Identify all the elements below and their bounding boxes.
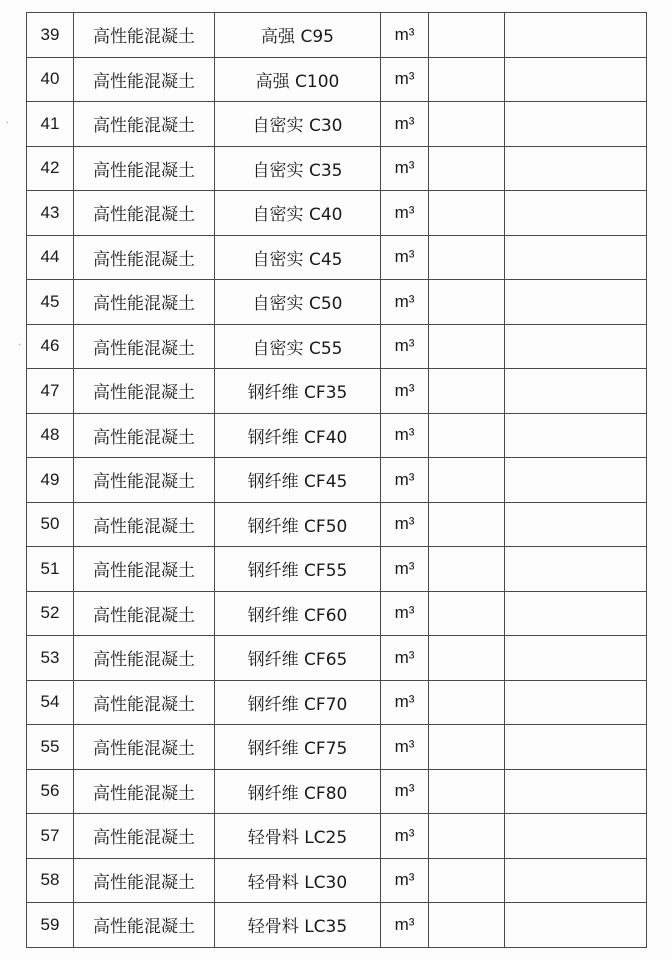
specification-cell: 钢纤维 CF75 xyxy=(215,725,381,770)
row-number-cell: 42 xyxy=(27,146,74,191)
material-table xyxy=(26,12,647,948)
unit-cell: m³ xyxy=(381,769,429,814)
specification-cell: 轻骨料 LC30 xyxy=(215,858,381,903)
empty-price-cell xyxy=(429,191,505,236)
empty-price-cell xyxy=(429,102,505,147)
unit-cell: m³ xyxy=(381,903,429,948)
empty-price-cell xyxy=(429,324,505,369)
table-row xyxy=(27,725,647,770)
unit-cell: m³ xyxy=(381,13,429,58)
row-number-cell: 40 xyxy=(27,57,74,102)
unit-cell: m³ xyxy=(381,280,429,325)
row-number-cell: 45 xyxy=(27,280,74,325)
unit-cell: m³ xyxy=(381,458,429,503)
table-row xyxy=(27,547,647,592)
empty-remarks-cell xyxy=(505,547,647,592)
row-number-cell: 39 xyxy=(27,13,74,58)
empty-remarks-cell xyxy=(505,814,647,859)
specification-cell: 钢纤维 CF55 xyxy=(215,547,381,592)
specification-cell: 高强 C100 xyxy=(215,57,381,102)
empty-remarks-cell xyxy=(505,13,647,58)
material-name-cell: 高性能混凝土 xyxy=(74,413,215,458)
material-name-cell: 高性能混凝土 xyxy=(74,235,215,280)
row-number-cell: 59 xyxy=(27,903,74,948)
empty-price-cell xyxy=(429,547,505,592)
material-name-cell: 高性能混凝土 xyxy=(74,280,215,325)
unit-cell: m³ xyxy=(381,191,429,236)
row-number-cell: 44 xyxy=(27,235,74,280)
unit-cell: m³ xyxy=(381,57,429,102)
empty-remarks-cell xyxy=(505,858,647,903)
table-row xyxy=(27,102,647,147)
material-name-cell: 高性能混凝土 xyxy=(74,502,215,547)
empty-remarks-cell xyxy=(505,502,647,547)
empty-price-cell xyxy=(429,235,505,280)
unit-cell: m³ xyxy=(381,102,429,147)
material-name-cell: 高性能混凝土 xyxy=(74,769,215,814)
empty-price-cell xyxy=(429,502,505,547)
empty-remarks-cell xyxy=(505,369,647,414)
unit-cell: m³ xyxy=(381,502,429,547)
empty-price-cell xyxy=(429,458,505,503)
table-row xyxy=(27,814,647,859)
empty-remarks-cell xyxy=(505,680,647,725)
specification-cell: 自密实 C30 xyxy=(215,102,381,147)
material-name-cell: 高性能混凝土 xyxy=(74,903,215,948)
table-row xyxy=(27,903,647,948)
table-row xyxy=(27,369,647,414)
row-number-cell: 50 xyxy=(27,502,74,547)
material-name-cell: 高性能混凝土 xyxy=(74,591,215,636)
empty-price-cell xyxy=(429,57,505,102)
empty-remarks-cell xyxy=(505,458,647,503)
material-name-cell: 高性能混凝土 xyxy=(74,547,215,592)
unit-cell: m³ xyxy=(381,591,429,636)
table-row xyxy=(27,191,647,236)
table-row xyxy=(27,502,647,547)
empty-remarks-cell xyxy=(505,280,647,325)
empty-price-cell xyxy=(429,591,505,636)
table-body xyxy=(27,13,647,948)
table-row xyxy=(27,858,647,903)
table-row xyxy=(27,458,647,503)
row-number-cell: 48 xyxy=(27,413,74,458)
empty-remarks-cell xyxy=(505,102,647,147)
empty-remarks-cell xyxy=(505,413,647,458)
specification-cell: 钢纤维 CF45 xyxy=(215,458,381,503)
table-row xyxy=(27,769,647,814)
material-name-cell: 高性能混凝土 xyxy=(74,57,215,102)
material-name-cell: 高性能混凝土 xyxy=(74,814,215,859)
scan-speck: · xyxy=(6,118,10,129)
material-name-cell: 高性能混凝土 xyxy=(74,636,215,681)
empty-price-cell xyxy=(429,413,505,458)
empty-remarks-cell xyxy=(505,146,647,191)
specification-cell: 钢纤维 CF40 xyxy=(215,413,381,458)
empty-price-cell xyxy=(429,814,505,859)
unit-cell: m³ xyxy=(381,324,429,369)
empty-remarks-cell xyxy=(505,57,647,102)
empty-remarks-cell xyxy=(505,235,647,280)
table-row xyxy=(27,235,647,280)
unit-cell: m³ xyxy=(381,146,429,191)
material-name-cell: 高性能混凝土 xyxy=(74,680,215,725)
row-number-cell: 49 xyxy=(27,458,74,503)
empty-price-cell xyxy=(429,146,505,191)
table-row xyxy=(27,13,647,58)
table-row xyxy=(27,324,647,369)
specification-cell: 钢纤维 CF35 xyxy=(215,369,381,414)
scan-speck: · xyxy=(18,340,22,351)
row-number-cell: 46 xyxy=(27,324,74,369)
table-row xyxy=(27,680,647,725)
row-number-cell: 55 xyxy=(27,725,74,770)
row-number-cell: 51 xyxy=(27,547,74,592)
material-name-cell: 高性能混凝土 xyxy=(74,725,215,770)
empty-remarks-cell xyxy=(505,725,647,770)
table-row xyxy=(27,413,647,458)
unit-cell: m³ xyxy=(381,413,429,458)
specification-cell: 钢纤维 CF60 xyxy=(215,591,381,636)
table-row xyxy=(27,146,647,191)
empty-price-cell xyxy=(429,680,505,725)
empty-price-cell xyxy=(429,858,505,903)
unit-cell: m³ xyxy=(381,235,429,280)
empty-remarks-cell xyxy=(505,769,647,814)
material-name-cell: 高性能混凝土 xyxy=(74,858,215,903)
unit-cell: m³ xyxy=(381,725,429,770)
empty-remarks-cell xyxy=(505,324,647,369)
row-number-cell: 54 xyxy=(27,680,74,725)
material-name-cell: 高性能混凝土 xyxy=(74,146,215,191)
unit-cell: m³ xyxy=(381,814,429,859)
empty-price-cell xyxy=(429,369,505,414)
table-row xyxy=(27,280,647,325)
specification-cell: 轻骨料 LC25 xyxy=(215,814,381,859)
unit-cell: m³ xyxy=(381,636,429,681)
table-row xyxy=(27,57,647,102)
empty-remarks-cell xyxy=(505,591,647,636)
specification-cell: 钢纤维 CF70 xyxy=(215,680,381,725)
empty-remarks-cell xyxy=(505,636,647,681)
empty-price-cell xyxy=(429,636,505,681)
row-number-cell: 47 xyxy=(27,369,74,414)
specification-cell: 自密实 C35 xyxy=(215,146,381,191)
unit-cell: m³ xyxy=(381,858,429,903)
specification-cell: 钢纤维 CF80 xyxy=(215,769,381,814)
unit-cell: m³ xyxy=(381,369,429,414)
row-number-cell: 58 xyxy=(27,858,74,903)
empty-price-cell xyxy=(429,769,505,814)
specification-cell: 自密实 C45 xyxy=(215,235,381,280)
empty-price-cell xyxy=(429,725,505,770)
row-number-cell: 53 xyxy=(27,636,74,681)
table-row xyxy=(27,636,647,681)
table-row xyxy=(27,591,647,636)
unit-cell: m³ xyxy=(381,680,429,725)
material-name-cell: 高性能混凝土 xyxy=(74,13,215,58)
specification-cell: 自密实 C50 xyxy=(215,280,381,325)
specification-cell: 自密实 C55 xyxy=(215,324,381,369)
material-name-cell: 高性能混凝土 xyxy=(74,191,215,236)
specification-cell: 自密实 C40 xyxy=(215,191,381,236)
row-number-cell: 43 xyxy=(27,191,74,236)
material-name-cell: 高性能混凝土 xyxy=(74,369,215,414)
empty-price-cell xyxy=(429,13,505,58)
row-number-cell: 56 xyxy=(27,769,74,814)
empty-price-cell xyxy=(429,280,505,325)
empty-remarks-cell xyxy=(505,191,647,236)
row-number-cell: 41 xyxy=(27,102,74,147)
specification-cell: 轻骨料 LC35 xyxy=(215,903,381,948)
row-number-cell: 52 xyxy=(27,591,74,636)
specification-cell: 钢纤维 CF50 xyxy=(215,502,381,547)
empty-price-cell xyxy=(429,903,505,948)
material-name-cell: 高性能混凝土 xyxy=(74,102,215,147)
row-number-cell: 57 xyxy=(27,814,74,859)
unit-cell: m³ xyxy=(381,547,429,592)
specification-cell: 钢纤维 CF65 xyxy=(215,636,381,681)
material-name-cell: 高性能混凝土 xyxy=(74,458,215,503)
specification-cell: 高强 C95 xyxy=(215,13,381,58)
material-name-cell: 高性能混凝土 xyxy=(74,324,215,369)
empty-remarks-cell xyxy=(505,903,647,948)
